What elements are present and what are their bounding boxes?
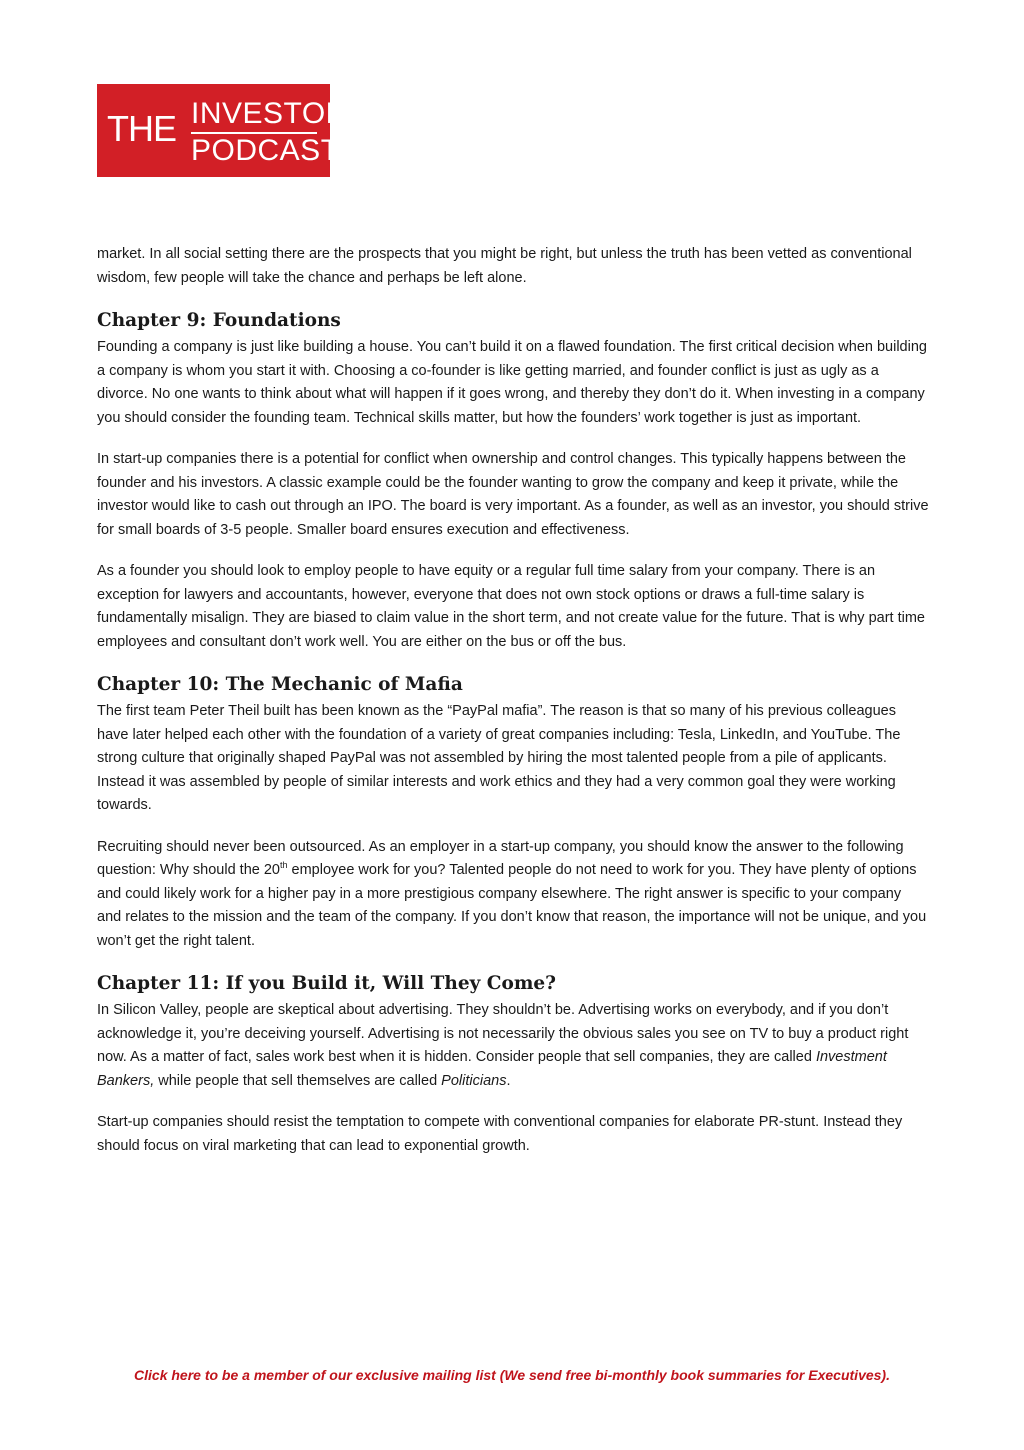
chapter-11-heading: Chapter 11: If you Build it, Will They Come? <box>97 973 557 994</box>
chapter-9-paragraph-3: As a founder you should look to employ people to have equity or a regular full time salary from your company. There is an exception for lawyers and accountants, however, everyone that does not own stock options or draws a full-time salary is fundamentally misalign. They are biased to claim value in the short term, and not create value for the future. That is why part time employees and consultant don’t work well. You are either on the bus or off the bus. <box>97 563 925 650</box>
chapter-11-paragraph-2: Start-up companies should resist the temptation to compete with conventional companies for elaborate PR-stunt. Instead they should focus on viral marketing that can lead to exponential growth. <box>97 1114 903 1154</box>
chapter-10-paragraph-1: The first team Peter Theil built has been known as the “PayPal mafia”. The reason is that so many of his previous colleagues have later helped each other with the foundation of a variety of great companies including: Tesla, LinkedIn, and YouTube. The strong culture that originally shaped PayPal was not assembled by hiring the most talented people from a pile of applicants. Instead it was assembled by people of similar interests and work ethics and they had a very common goal they were working towards. <box>97 703 901 813</box>
logo-investors-text: INVESTORS <box>191 97 369 130</box>
chapter-10-paragraph-2-part-b: employee work for you? Talented people do not need to work for you. They have plenty of options and could likely work for a higher pay in a more prestigious company elsewhere. The right answer is specific to your company and relates to the mission and the team of the company. If you don’t know that reason, the importance will not be unique, and you won’t get the right talent. <box>97 862 927 949</box>
chapter-11-paragraph-1-part-b: while people that sell themselves are called <box>154 1072 442 1089</box>
intro-paragraph: market. In all social setting there are the prospects that you might be right, but unless the truth has been vetted as conventional wisdom, few people will take the chance and perhaps be left alone. <box>97 246 912 286</box>
chapter-9-paragraph-2: In start-up companies there is a potential for conflict when ownership and control changes. This typically happens between the founder and his investors. A classic example could be the founder wanting to grow the company and keep it private, while the investor would like to cash out through an IPO. The board is very important. As a founder, as well as an investor, you should strive for small boards of 3-5 people. Smaller board ensures execution and effectiveness. <box>97 451 929 538</box>
document-body <box>97 243 929 1176</box>
superscript-th: th <box>279 860 288 871</box>
mailing-list-link[interactable]: Click here to be a member of our exclusive mailing list (We send free bi-monthly book summaries for Executives). <box>134 1367 890 1383</box>
chapter-11-paragraph-1-part-a: In Silicon Valley, people are skeptical about advertising. They shouldn’t be. Advertising works on everybody, and if you don’t acknowledge it, you’re deceiving yourself. Advertising is not necessarily the obvious sales you see on TV to buy a product right now. As a matter of fact, sales work best when it is hidden. Consider people that sell companies, they are called <box>97 1002 909 1065</box>
emphasis-investment-bankers: Investment Bankers, <box>97 1049 887 1089</box>
chapter-10-heading: Chapter 10: The Mechanic of Mafia <box>97 674 463 695</box>
chapter-9-heading: Chapter 9: Foundations <box>97 310 341 331</box>
chapter-9-paragraph-1: Founding a company is just like building a house. You can’t build it on a flawed foundation. The first critical decision when building a company is whom you start it with. Choosing a co-founder is like getting married, and founder conflict is just as ugly as a divorce. No one wants to think about what will happen if it goes wrong, and thereby they don’t do it. When investing in a company you should consider the founding team. Technical skills matter, but how the founders’ work together is just as important. <box>97 339 927 426</box>
footer <box>0 1367 1024 1383</box>
logo-the-text: THE <box>107 108 176 149</box>
chapter-10-paragraph-2-part-a: Recruiting should never been outsourced. As an employer in a start-up company, you should know the answer to the following question: Why should the 20 <box>97 838 904 878</box>
emphasis-politicians: Politicians <box>441 1072 507 1089</box>
logo-podcast-text: PODCAST <box>191 134 340 167</box>
chapter-11-paragraph-1-part-c: . <box>506 1072 511 1089</box>
investors-podcast-logo <box>97 84 369 177</box>
chapter-10-paragraph-2 <box>97 836 929 954</box>
chapter-11-paragraph-1 <box>97 999 929 1093</box>
